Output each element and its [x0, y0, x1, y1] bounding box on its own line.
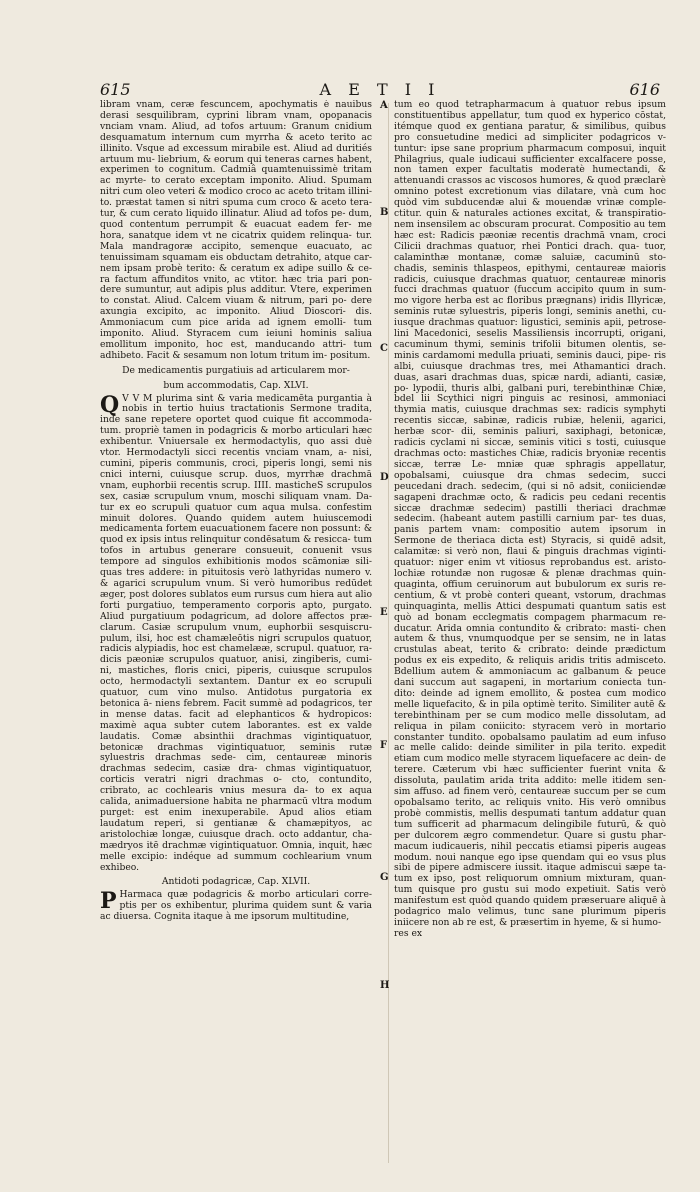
page-number-right: 616: [629, 80, 660, 99]
margin-letter: G: [380, 872, 389, 883]
drop-cap: P: [100, 888, 117, 915]
page-number-left: 615: [100, 80, 131, 99]
margin-markers: [374, 100, 394, 1172]
paragraph: libram vnam, ceræ fescuncem, apochymatis è nauibus derasi sesquilibram, cyprini libram vnam, opopanacis vnciam vnam. Aliud, ad tofos artuum: Granum cnidium desquamatum internum cum myrrha & aceto terito ac illinito. Vsque ad excessum mirabile est. Aliud ad duritiés artuum mu- liebrium, & eorum qui teneras carnes habent, experimen to cognitum. Cadmiâ quamtenuissimè tritam ac myrte- to cerato exceptam imponito. Aliud. Spumam nitri cum oleo veteri & modico croco ac aceto tritam illini- to. præstat tamen si nitri spuma cum croco & aceto tera- tur, & cum cerato liquido illinatur. Aliud ad tofos pe- dum, quod contentum perrumpit & euacuat eadem fer- me hora, sanatque idem vt ne cicatrix quidem relinqua- tur. Mala mandragoræ accipito, semenque euacuato, ac tenuissimam squamam eis obductam detrahito, atque car- nem ipsam probè terito: & ceratum ex adipe suillo & ce- ra factum affunditos vnito, ac vtitor. hæc tria pari pon- dere sumuntur, aut adipis plus additur. Vtere, experimen to constat. Aliud. Calcem viuam & nitrum, pari po- dere axungia excipito, ac imponito. Aliud Dioscori- dis. Ammoniacum cum pice arida ad ignem emolli- tum imponito. Aliud. Styracem cum ieiuni hominis saliua emollitum imponito, hoc est, manducando attri- tum adhibeto. Facit & sesamum non lotum tritum im- positum.: [100, 100, 372, 361]
running-title: A E T I I: [319, 80, 441, 99]
margin-letter: C: [380, 343, 388, 354]
paragraph: tum eo quod tetrapharmacum à quatuor rebus ipsum constituentibus appellatur, tum quod ex hyperico cōstat, itémque quod ex gentiana paratur, & similibus, quibus pro consuetudine medici ad simpliciter podagricos v- tuntur: ipse sane proprium pharmacum composui, inquit Philagrius, quale iudicaui sufficienter excalfacere posse, non tamen exper facultatis moderatè humectandi, & attenuandi crassos ac viscosos humores, & quod præclarè omnino potest excretionum vias dilatare, vnà cum hoc quòd vim subducendæ alui & mouendæ vrinæ comple- ctitur. quin & naturales actiones excitat, & transpiratio- nem insensilem ac obscuram procurat. Compositio au tem hæc est: Radicis pæoniæ recentis drachmā vnam, croci Cilicii drachmas quatuor, rhei Pontici drach. qua- tuor, calaminthæ montanæ, comæ saluiæ, cacuminū sto- chadis, seminis thlaspeos, epithymi, centaureæ maioris radicis, cuiusque drachmas quatuor, centaureæ minoris fucci drachmas quatuor (fuccum accipito quum in sum- mo vigore herba est ac floribus prægnans) iridis Illyricæ, seminis rutæ syluestris, piperis longi, seminis anethi, cu- iusque drachmas quatuor: ligustici, seminis apii, petrose- lini Macedonici, seselis Massiliensis incorrupti, origani, cacuminum thymi, seminis trifolii bitumen olentis, se- minis cardamomi medulla priuati, seminis dauci, pipe- ris albi, cuiusque drachmas tres, mei Athamantici drach. duas, asari drachmas duas, spicæ nardi, adianti, casiæ, po- lypodii, thuris albi, galbani puri, terebinthinæ Chiæ, bdel lii Scythici nigri pinguis ac resinosi, ammoniaci thymia matis, cuiusque drachmas sex: radicis symphyti recentis siccæ, sabinæ, radicis rubiæ, helenii, agarici, herbæ scor- dii, seminis paliuri, saxiphagi, betonicæ, radicis cyclami ni siccæ, seminis vitici s tosti, cuiusque drachmas octo: mastiches Chiæ, radicis bryoniæ recentis siccæ, terræ Le- mniæ quæ sphragis appellatur, opobalsami, cuiusque dra chmas sedecim, succi peucedani drach. sedecim, (qui si nō adsit, coniiciendæ sagapeni drachmæ octo, & radicis peu cedani recentis siccæ drachmæ sedecim) pastilli theriaci drachmæ sedecim. (habeant autem pastilli carnium par- tes duas, panis partem vnam: compositio autem ipsorum in Sermone de theriaca dicta est) Styracis, si quidē adsit, calamitæ: si verò non, flaui & pinguis drachmas viginti- quatuor: niger enim vt vitiosus reprobandus est. aristo- lochiæ rotundæ non rugosæ & plenæ drachmas quin- quaginta, offium ceruinorum aut bubulorum ex suris re- centium, & vt probè conteri queant, vstorum, drachmas quinquaginta, mellis Attici despumati quantum satis est quò ad bonam ecclegmatis compagem pharmacum re- ducatur. Arida omnia contundito & cribrato: masti- chen autem & thus, vnumquodque per se sensim, ne in latas crustulas abeat, terito & cribrato: deinde prædictum podus ex eis expedito, & reliquis aridis tritis admisceto. Bdellium autem & ammoniacum ac galbanum & peuce dani succum aut sagapeni, in mortarium coniecta tun- dito: deinde ad ignem emollito, & postea cum modico melle liquefacito, & in pila optimè terito. Similiter autē & terebinthinam per se cum modico melle dissolutam, ad reliqua in pilam coniicito: styracem verò in mortario constanter tundito. opobalsamo paulatim ad eum infuso ac melle calido: deinde similiter in pila terito. expedit etiam cum modico melle styracem liquefacere ac dein- de terere. Cæterum vbi hæc sufficienter fuerint vnita & dissoluta, paulatim arida trita addito: melle itidem sen- sim affuso. ad finem verò, centaureæ succum per se cum opobalsamo terito, ac reliquis vnito. His verò omnibus probè commistis, mellis despumati tantum addatur quan tum sufficerit ad pharmacum delingibile futurū, & quò per dulcorem ægro commendetur. Quare si gustu phar- macum iudicaueris, nihil peccatis etiamsi piperis augeas modum. noui nanque ego ipse quendam qui eo vsus plus sibi de pipere admiscere iussit. itaque admiscui sæpe ta- tum ex ipso, post reliquorum omnium mixturam, quan- tum quisque pro gustu sui modo expetiuit. Satis verò manifestum est quòd quando quidem præseruare aliquē à podagrico malo velimus, tunc sane plurimum piperis iniicere non ab re est, & præsertim in hyeme, & si humo-: [394, 100, 666, 928]
paragraph-text: V V M plurima sint & varia medicamēta purgantia à nobis in tertio huius tractationis Sermone tradita, inde sane repetere oportet quod cuique fit accommoda- tum. propriè tamen in podagricis & morbo articulari hæc exhibentur. Vniuersale ex hermodactylis, quo assi duè vtor. Hermodactyli sicci recentis vnciam vnam, a- nisi, cumini, piperis communis, croci, piperis longi, semi nis cnici interni, cuiusque scrup. duos, myrrhæ drachmā vnam, euphorbii recentis scrup. IIII. masticheS scrupulos sex, casiæ scrupulum vnum, moschi siliquam vnam. Da- tur ex eo scrupuli quatuor cum aqua mulsa. confestim minuit dolores. Quando quidem autem huiuscemodi medicamenta fortem euacuationem facere non possunt: & quod ex ipsis intus relinquitur condēsatum & resicca- tum tofos in artubus generare consueuit, conuenit vsus tempore ad singulos exhibitionis modos scāmoniæ sili- quas tres addere: in pituitosis verò lathyridas numero v. & agarici scrupulum vnum. Si verò humoribus redūdet æger, post dolores sublatos eum rursus cum hiera aut alio forti purgatiuo, temperamento corporis apto, purgato. Aliud purgatiuum podagricum, ad dolore affectos præ- clarum. Casiæ scrupulum vnum, euphorbii sesquiscru- pulum, ilsi, hoc est chamæleōtis nigri scrupulos quatuor, radicis alypiadis, hoc est chamelææ, scrupul. quatuor, ra- dicis pæoniæ scrupulos quatuor, anisi, zingiberis, cumi- ni, mastiches, floris cnici, piperis, cuiusque scrupulos octo, hermodactyli sextantem. Dantur ex eo scrupuli quatuor, cum vino mulso. Antidotus purgatoria ex betonica ā- niens febrem. Facit summè ad podagricos, ter in mense datas. facit ad elephanticos & hydropicos: maximè aqua subter cutem laborantes. est ex valde laudatis. Comæ absinthii drachmas vigintiquatuor, betonicæ drachmas vigintiquatuor, seminis rutæ syluestris drachmas sede- cim, centaureæ minoris drachmas sedecim, casiæ dra- chmas vigintiquatuor, corticis veratri nigri drachmas o- cto, contundito, cribrato, ac cochlearis vnius mesura da- to ex aqua calida, animaduersione habita ne pharmacū vltra modum purget: est enim inexuperabile. Apud alios etiam laudatum reperi, si gentianæ & chamæpityos, ac aristolochiæ longæ, cuiusque drach. octo addantur, cha- mædryos itē drachmæ vigintiquatuor. Omnia, inquit, hæc melle excipio: indéque ad summum cochlearium vnum exhibeo.: [100, 392, 372, 873]
drop-cap: Q: [100, 391, 120, 418]
paragraph: [100, 391, 372, 874]
margin-letter: D: [380, 472, 389, 483]
chapter-heading: Antidoti podagricæ, Cap. XLVII.: [161, 876, 311, 888]
margin-letter: F: [380, 740, 388, 751]
right-column: [394, 100, 666, 1172]
margin-letter: B: [380, 207, 389, 218]
paragraph: res ex: [394, 927, 423, 939]
chapter-heading: De medicamentis purgatiuis ad articularem mor-: [122, 364, 350, 376]
paragraph-text: Harmaca quæ podagricis & morbo articulari corre- ptis per os exhibentur, plurima quidem sunt & varia ac diuersa. Cognita itaque à me ipsorum multitudine,: [100, 889, 372, 923]
margin-letter: H: [380, 980, 390, 991]
running-head: [100, 80, 660, 102]
paragraph: [100, 890, 372, 923]
margin-letter: A: [380, 100, 388, 111]
margin-letter: E: [380, 607, 388, 618]
left-column: [100, 100, 372, 1172]
chapter-heading: bum accommodatis, Cap. XLVI.: [163, 379, 309, 391]
